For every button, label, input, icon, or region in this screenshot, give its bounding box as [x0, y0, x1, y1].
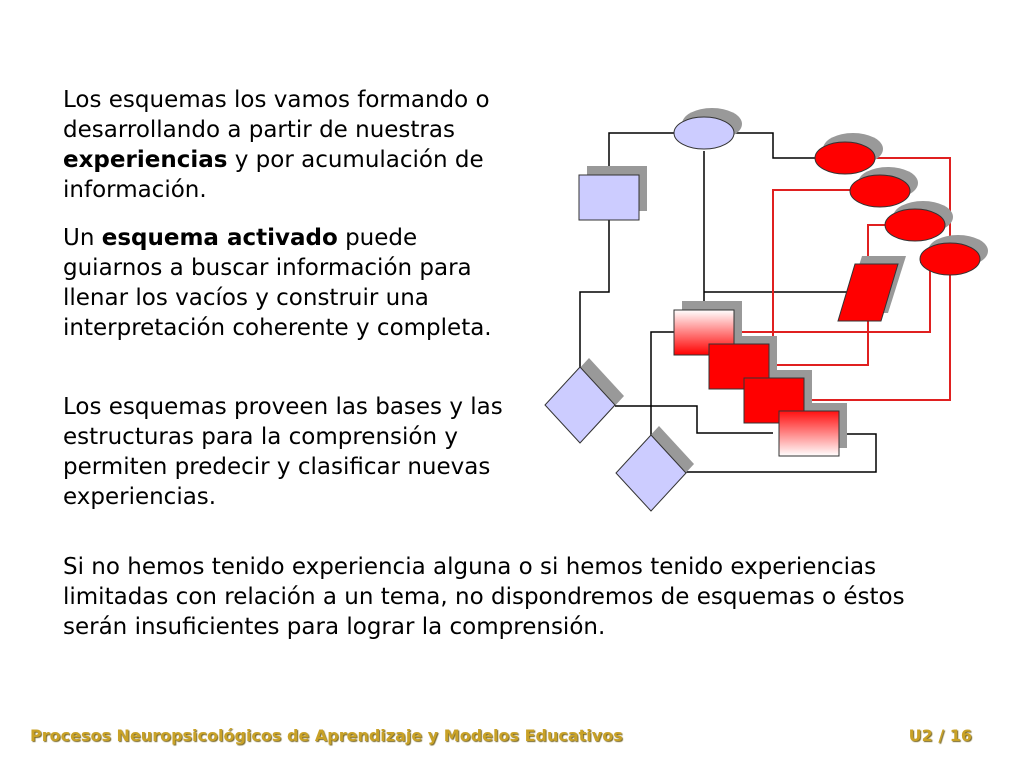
paragraph-no-experience: Si no hemos tenido experiencia alguna o si hemos tenido experiencias limitadas con relación a un tema, no dispondremos de esquemas o éstos serán insuficientes para lograr la comprensión. [63, 554, 905, 640]
red-ellipse-node-3 [885, 209, 945, 241]
left-box-node [579, 175, 639, 220]
footer-page-number: U2 / 16 [908, 726, 972, 745]
footer-course-title: Procesos Neuropsicológicos de Aprendizaje y Modelos Educativos [30, 726, 623, 745]
red-parallelogram-node [838, 264, 898, 321]
red-ellipse-node-4 [920, 243, 980, 275]
red-line-2 [773, 190, 853, 378]
connector-top-right [735, 133, 815, 158]
red-ellipse-node-2 [850, 175, 910, 207]
shape-shadows [554, 108, 988, 502]
gradient-box-node-2 [779, 411, 839, 456]
paragraph-activated-schema: Un esquema activado puede guiarnos a buscar información para llenar los vacíos y construir una interpretación coherente y completa. [63, 225, 492, 341]
paragraph-schemas-bases: Los esquemas proveen las bases y las estructuras para la comprensión y permiten predecir y clasificar nuevas experiencias. [63, 394, 503, 510]
connector-left-box-down [580, 220, 609, 385]
paragraph-schemas-formation: Los esquemas los vamos formando o desarrollando a partir de nuestras experiencias y por acumulación de información. [63, 87, 490, 203]
connector-diamond2-up [651, 332, 674, 440]
top-ellipse-node [674, 117, 734, 149]
red-ellipse-node-1 [815, 142, 875, 174]
red-line-4 [738, 262, 930, 332]
